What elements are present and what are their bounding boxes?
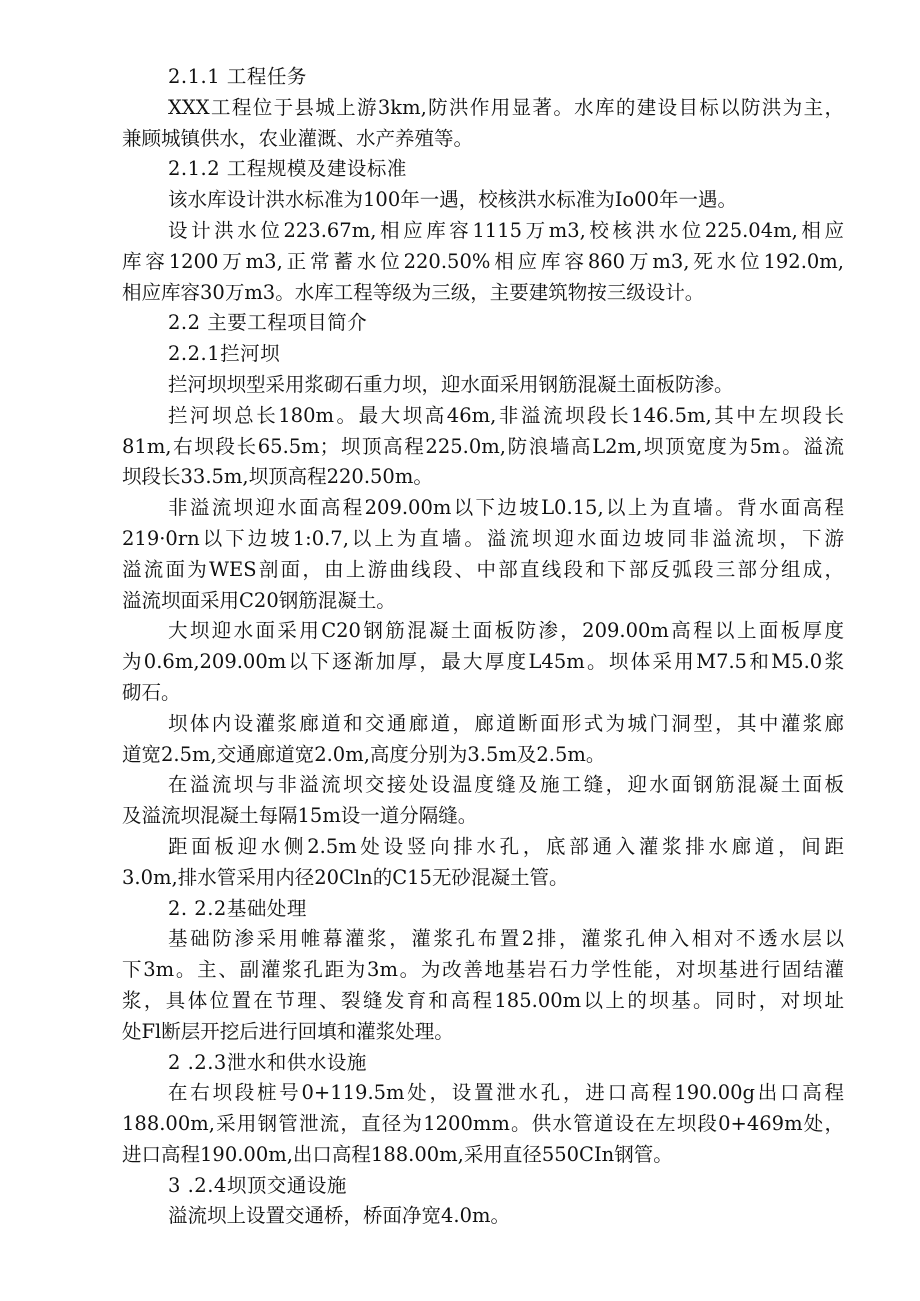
paragraph-line: 处Fl断层开挖后进行回填和灌浆处理。 bbox=[122, 1019, 454, 1043]
paragraph-line: 拦河坝总长180m。最大坝高46m,非溢流坝段长146.5m,其中左坝段长 bbox=[168, 403, 844, 427]
paragraph-line: 兼顾城镇供水，农业灌溉、水产养殖等。 bbox=[122, 126, 474, 150]
paragraph-line: 溢流坝面采用C20钢筋混凝土。 bbox=[122, 588, 396, 612]
paragraph-line: 浆，具体位置在节理、裂缝发育和高程185.00m以上的坝基。同时，对坝址 bbox=[122, 988, 844, 1012]
paragraph-line: 在右坝段桩号0+119.5m处，设置泄水孔，进口高程190.00g出口高程 bbox=[168, 1081, 844, 1105]
paragraph-line: 溢流坝上设置交通桥，桥面净宽4.0m。 bbox=[168, 1204, 511, 1228]
paragraph-line: 及溢流坝混凝土每隔15m设一道分隔缝。 bbox=[122, 804, 478, 828]
paragraph-line: 设计洪水位223.67m,相应库容1115万m3,校核洪水位225.04m,相应 bbox=[168, 218, 844, 242]
paragraph-line: 拦河坝坝型采用浆砌石重力坝，迎水面采用钢筋混凝土面板防渗。 bbox=[168, 372, 734, 396]
paragraph-line: 非溢流坝迎水面高程209.00m以下边坡L0.15,以上为直墙。背水面高程 bbox=[168, 496, 844, 520]
section-heading: 2.2.1拦河坝 bbox=[168, 342, 281, 366]
paragraph-line: 3.0m,排水管采用内径20Cln的C15无砂混凝土管。 bbox=[122, 865, 569, 889]
paragraph-line: 为0.6m,209.00m以下逐渐加厚，最大厚度L45m。坝体采用M7.5和M5.0浆 bbox=[122, 650, 844, 674]
paragraph-line: 在溢流坝与非溢流坝交接处设温度缝及施工缝，迎水面钢筋混凝土面板 bbox=[168, 773, 844, 797]
paragraph-line: 道宽2.5m,交通廊道宽2.0m,高度分别为3.5m及2.5m。 bbox=[122, 742, 606, 766]
paragraph-line: 库容1200万m3,正常蓄水位220.50%相应库容860万m3,死水位192.0m, bbox=[122, 249, 844, 273]
section-heading: 2. 2.2基础处理 bbox=[168, 896, 307, 920]
paragraph-line: 大坝迎水面采用C20钢筋混凝土面板防渗，209.00m高程以上面板厚度 bbox=[168, 619, 844, 643]
paragraph-line: 砌石。 bbox=[122, 680, 181, 704]
paragraph-line: 188.00m,采用钢管泄流，直径为1200mm。供水管道设在左坝段0+469m处， bbox=[122, 1112, 844, 1136]
paragraph-line: 81m,右坝段长65.5m；坝顶高程225.0m,防浪墙高L2m,坝顶宽度为5m。溢流 bbox=[122, 434, 844, 458]
paragraph-line: 距面板迎水侧2.5m处设竖向排水孔，底部通入灌浆排水廊道，间距 bbox=[168, 834, 844, 858]
section-heading: 2.1.2 工程规模及建设标准 bbox=[168, 157, 407, 181]
paragraph-line: 坝段长33.5m,坝顶高程220.50m。 bbox=[122, 465, 433, 489]
paragraph-line: 坝体内设灌浆廊道和交通廊道，廊道断面形式为城门洞型，其中灌浆廊 bbox=[168, 711, 844, 735]
paragraph-line: 进口高程190.00m,出口高程188.00m,采用直径550CIn钢管。 bbox=[122, 1142, 673, 1166]
paragraph-line: 下3m。主、副灌浆孔距为3m。为改善地基岩石力学性能，对坝基进行固结灌 bbox=[122, 958, 844, 982]
paragraph-line: 基础防渗采用帷幕灌浆，灌浆孔布置2排，灌浆孔伸入相对不透水层以 bbox=[168, 927, 844, 951]
section-heading: 2.2 主要工程项目简介 bbox=[168, 311, 368, 335]
paragraph-line: 相应库容30万m3。水库工程等级为三级，主要建筑物按三级设计。 bbox=[122, 280, 705, 304]
document-body bbox=[122, 62, 844, 1232]
section-heading: 2.1.1 工程任务 bbox=[168, 65, 307, 88]
paragraph-line: 219·0rn以下边坡1:0.7,以上为直墙。溢流坝迎水面边坡同非溢流坝，下游 bbox=[122, 526, 844, 550]
section-heading: 3 .2.4坝顶交通设施 bbox=[168, 1173, 347, 1197]
section-heading: 2 .2.3泄水和供水设施 bbox=[168, 1050, 367, 1074]
paragraph-line: 该水库设计洪水标准为100年一遇，校核洪水标准为Io00年一遇。 bbox=[168, 188, 737, 212]
paragraph-line: XXX工程位于县城上游3km,防洪作用显著。水库的建设目标以防洪为主， bbox=[168, 95, 844, 119]
paragraph-line: 溢流面为WES剖面，由上游曲线段、中部直线段和下部反弧段三部分组成， bbox=[122, 557, 844, 581]
